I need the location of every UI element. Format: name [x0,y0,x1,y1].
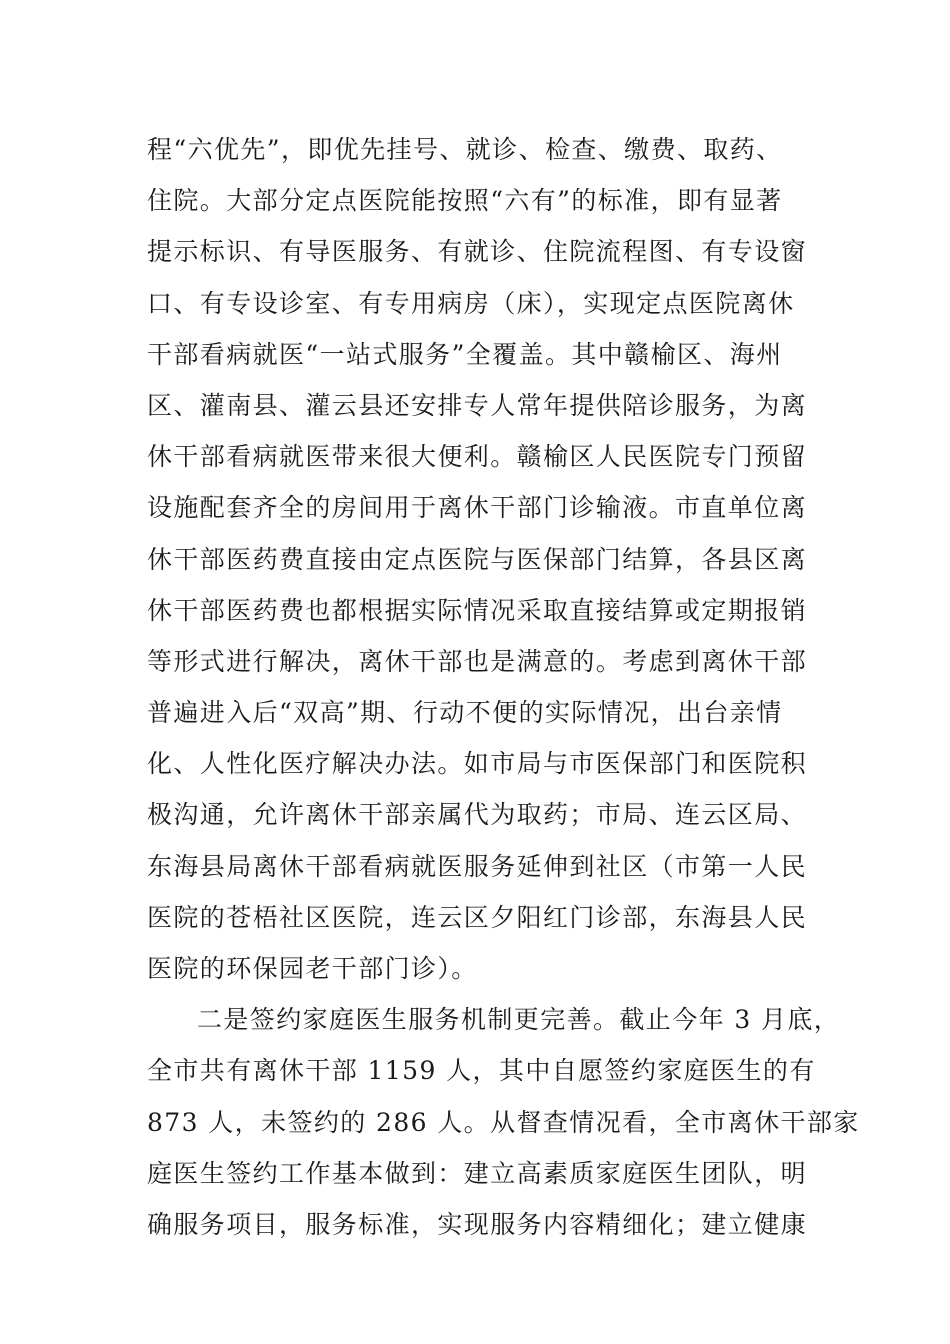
text-line: 确服务项目，服务标准，实现服务内容精细化；建立健康 [147,1209,808,1239]
text-line: 等形式进行解决，离休干部也是满意的。考虑到离休干部 [147,646,808,676]
text-line: 化、人性化医疗解决办法。如市局与市医保部门和医院积 [147,749,808,779]
text-line: 庭医生签约工作基本做到：建立高素质家庭医生团队，明 [147,1158,808,1188]
text-line: 口、有专设诊室、有专用病房（床），实现定点医院离休 [147,288,795,318]
text-line: 程“六优先”，即优先挂号、就诊、检查、缴费、取药、 [147,135,783,164]
text-line: 干部看病就医“一站式服务”全覆盖。其中赣榆区、海州 [147,339,783,369]
paragraph-start-line: 二是签约家庭医生服务机制更完善。截止今年 3 月底， [197,1005,841,1035]
text-line: 医院的环保园老干部门诊）。 [147,954,478,983]
text-line: 设施配套齐全的房间用于离休干部门诊输液。市直单位离 [147,493,808,523]
text-line: 区、灌南县、灌云县还安排专人常年提供陪诊服务，为离 [147,390,808,420]
text-line: 极沟通，允许离休干部亲属代为取药；市局、连云区局、 [147,800,808,830]
text-line: 873 人，未签约的 286 人。从督查情况看，全市离休干部家 [147,1107,860,1137]
text-line: 住院。大部分定点医院能按照“六有”的标准，即有显著 [147,186,783,216]
text-line: 东海县局离休干部看病就医服务延伸到社区（市第一人民 [147,851,808,881]
text-line: 医院的苍梧社区医院，连云区夕阳红门诊部，东海县人民 [147,902,808,932]
text-line: 休干部看病就医带来很大便利。赣榆区人民医院专门预留 [147,442,808,472]
body-text [147,124,860,1250]
text-line: 全市共有离休干部 1159 人，其中自愿签约家庭医生的有 [147,1056,816,1086]
text-line: 休干部医药费也都根据实际情况采取直接结算或定期报销 [147,595,808,625]
text-line: 休干部医药费直接由定点医院与医保部门结算，各县区离 [147,544,808,574]
text-line: 普遍进入后“双高”期、行动不便的实际情况，出台亲情 [147,698,783,728]
text-line: 提示标识、有导医服务、有就诊、住院流程图、有专设窗 [147,237,808,267]
